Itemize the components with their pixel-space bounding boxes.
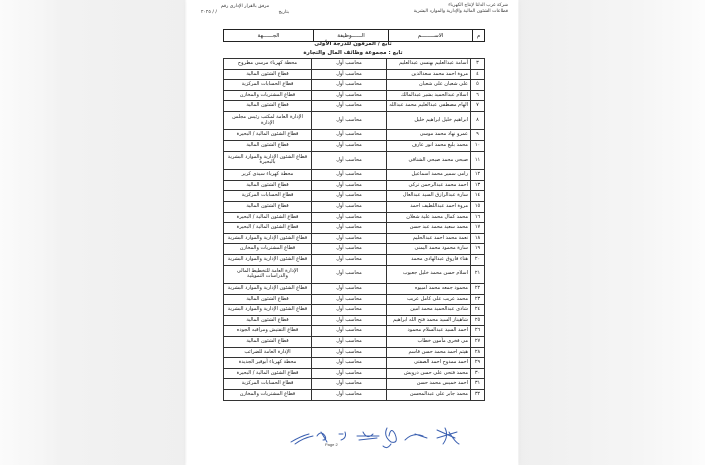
- row-department: قطاع الحسابات المركزية: [224, 80, 312, 91]
- row-position: محاسب أول: [312, 336, 387, 347]
- row-name: سارة عبدالرازق السيد عبدالعال: [387, 191, 471, 202]
- table-row: [224, 244, 485, 255]
- row-name: محمد فتحى على حسن درويش: [387, 368, 471, 379]
- row-position: محاسب أول: [312, 254, 387, 265]
- attachment-label: مرفق بالقرار الإدارى رقم: [220, 4, 270, 9]
- row-department: قطاع الشئون المالية / البحيرة: [224, 223, 312, 234]
- table-row: [224, 315, 485, 326]
- row-position: محاسب أول: [312, 326, 387, 337]
- row-department: محطة كهرباء مرسى مطروح: [224, 59, 312, 70]
- row-name: اسلام حسن محمد خليل جعبوب: [387, 265, 471, 284]
- row-department: قطاع المشتريات والمخازن: [224, 389, 312, 400]
- row-position: محاسب أول: [312, 347, 387, 358]
- row-position: محاسب أول: [312, 80, 387, 91]
- company-name: شركة غرب الدلتا لإنتاج الكهرباء: [448, 3, 508, 8]
- column-position: الــــــوظيفة: [313, 30, 388, 41]
- row-num: ١٥: [471, 201, 485, 212]
- row-department: الإدارة العامة للتخطيط المالى والدراسات التمويلية: [224, 265, 312, 284]
- row-num: ١٨: [471, 233, 485, 244]
- row-num: ٩: [471, 130, 485, 141]
- table-row: [224, 389, 485, 400]
- table-row: [224, 254, 485, 265]
- column-num: م: [472, 30, 484, 41]
- row-num: ٣: [471, 59, 485, 70]
- row-department: الإدارة العامة للضرائب: [224, 347, 312, 358]
- row-position: محاسب أول: [312, 90, 387, 101]
- table-row: [224, 284, 485, 295]
- row-name: على شعبان على شعبان: [387, 80, 471, 91]
- column-name: الاســــــــم: [388, 30, 472, 41]
- row-department: قطاع الشئون المالية: [224, 294, 312, 305]
- row-name: مروة احمد محمد سعدالدين: [387, 69, 471, 80]
- row-department: قطاع الشئون الإدارية والموارد البشرية: [224, 284, 312, 295]
- table-row: [224, 294, 485, 305]
- row-department: محطة كهرباء سيدى كرير: [224, 170, 312, 181]
- row-name: مى فخرى مأمون خطاب: [387, 336, 471, 347]
- table-row: [224, 358, 485, 369]
- row-position: محاسب أول: [312, 223, 387, 234]
- row-position: محاسب أول: [312, 191, 387, 202]
- row-name: محمد سعيد محمد عبد حسن: [387, 223, 471, 234]
- table-row: [224, 379, 485, 390]
- row-department: قطاع المشتريات والمخازن: [224, 244, 312, 255]
- row-position: محاسب أول: [312, 233, 387, 244]
- row-name: هناء فاروق عبدالهادى محمد: [387, 254, 471, 265]
- row-position: محاسب أول: [312, 389, 387, 400]
- table-row: [224, 368, 485, 379]
- row-num: ١٩: [471, 244, 485, 255]
- row-position: محاسب أول: [312, 305, 387, 316]
- row-department: قطاع الشئون الإدارية والموارد البشرية: [224, 254, 312, 265]
- row-num: ٧: [471, 101, 485, 112]
- table-row: [224, 223, 485, 234]
- row-name: صبحى محمد صبحى الشناقى: [387, 151, 471, 170]
- row-department: قطاع الشئون المالية: [224, 101, 312, 112]
- row-department: قطاع الشئون المالية: [224, 180, 312, 191]
- row-position: محاسب أول: [312, 69, 387, 80]
- row-num: ٣٢: [471, 389, 485, 400]
- row-department: قطاع الشئون المالية / البحيرة: [224, 212, 312, 223]
- row-position: محاسب أول: [312, 101, 387, 112]
- row-num: ٦: [471, 90, 485, 101]
- row-num: ٢٧: [471, 336, 485, 347]
- table-row: [224, 111, 485, 130]
- row-department: قطاع الحسابات المركزية: [224, 191, 312, 202]
- subtitle-group: تابع : مجموعة وظائف المال والتجارة: [303, 50, 403, 56]
- signatures: [287, 422, 487, 452]
- row-department: قطاع المشتريات والمخازن: [224, 90, 312, 101]
- table-row: [224, 305, 485, 316]
- row-name: الهام مصطفى عبدالعليم محمد عبدالله: [387, 101, 471, 112]
- row-department: الإدارة العامة لمكتب رئيس مجلس الإدارة: [224, 111, 312, 130]
- table-row: [224, 170, 485, 181]
- row-num: ٢٩: [471, 358, 485, 369]
- row-num: ٢٨: [471, 347, 485, 358]
- decision-reference: [195, 4, 295, 16]
- row-department: قطاع التفتيش ومراقبه الجوده: [224, 326, 312, 337]
- row-name: هيثم احمد محمد حسن قاسم: [387, 347, 471, 358]
- row-num: ٤: [471, 69, 485, 80]
- row-num: ١٤: [471, 191, 485, 202]
- row-position: محاسب أول: [312, 130, 387, 141]
- row-name: احمد السيد عبدالسلام محمود: [387, 326, 471, 337]
- row-department: قطاع الشئون الإدارية والموارد البشرية: [224, 233, 312, 244]
- table-row: [224, 180, 485, 191]
- row-position: محاسب أول: [312, 59, 387, 70]
- row-num: ٢١: [471, 265, 485, 284]
- row-num: ٢٢: [471, 284, 485, 295]
- table-row: [224, 130, 485, 141]
- row-position: محاسب أول: [312, 265, 387, 284]
- table-row: [224, 212, 485, 223]
- table-row: [224, 201, 485, 212]
- row-name: شاهيناز السيد محمد فتح الله ابراهيم: [387, 315, 471, 326]
- row-department: قطاع الشئون الإدارية والموارد البشرية بالبحيرة: [224, 151, 312, 170]
- subtitle-grade: تابع / المرقون للدرجة الأولى: [314, 41, 392, 47]
- row-position: محاسب أول: [312, 244, 387, 255]
- row-position: محاسب أول: [312, 368, 387, 379]
- table-row: [224, 90, 485, 101]
- row-name: رامى سمير محمد اسماعيل: [387, 170, 471, 181]
- row-name: محمد كمال محمد علية شعلان: [387, 212, 471, 223]
- company-header: [358, 3, 508, 15]
- row-department: قطاع الشئون المالية / البحيرة: [224, 368, 312, 379]
- row-num: ٢٠: [471, 254, 485, 265]
- table-row: [224, 141, 485, 152]
- table-row: [224, 80, 485, 91]
- table-row: [224, 336, 485, 347]
- row-department: قطاع الشئون المالية: [224, 141, 312, 152]
- row-num: ٣١: [471, 379, 485, 390]
- promotions-table: [223, 58, 485, 401]
- row-name: ابراهيم خليل ابراهيم خليل: [387, 111, 471, 130]
- row-department: قطاع الشئون المالية: [224, 69, 312, 80]
- document-page: [187, 0, 518, 465]
- company-sectors: قطاعات الشئون المالية والإدارية والموارد البشرية: [413, 9, 508, 14]
- row-name: أسامة عبدالعليم بهنسى عبدالعليم: [387, 59, 471, 70]
- row-name: شادى عبدالحميد محمد امين: [387, 305, 471, 316]
- row-name: مروة احمد عبداللطيف احمد: [387, 201, 471, 212]
- row-num: ١٢: [471, 170, 485, 181]
- row-name: محمد عريب على كامل عريب: [387, 294, 471, 305]
- row-position: محاسب أول: [312, 170, 387, 181]
- table-row: [224, 347, 485, 358]
- date-value: / / ٢٠٢٥: [201, 10, 217, 15]
- table-row: [224, 69, 485, 80]
- row-name: احمد ممدوح احمد الصفتى: [387, 358, 471, 369]
- row-department: قطاع الشئون المالية: [224, 201, 312, 212]
- table-row: [224, 191, 485, 202]
- page-number: Page 2: [325, 442, 338, 447]
- row-position: محاسب أول: [312, 294, 387, 305]
- table-row: [224, 326, 485, 337]
- row-position: محاسب أول: [312, 180, 387, 191]
- row-department: قطاع الشئون المالية / البحيرة: [224, 130, 312, 141]
- row-department: قطاع الشئون المالية: [224, 336, 312, 347]
- row-num: ٢٥: [471, 315, 485, 326]
- row-position: محاسب أول: [312, 141, 387, 152]
- row-num: ٢٤: [471, 305, 485, 316]
- table-row: [224, 233, 485, 244]
- row-position: محاسب أول: [312, 284, 387, 295]
- row-position: محاسب أول: [312, 151, 387, 170]
- table-row: [224, 265, 485, 284]
- row-num: ٣٠: [471, 368, 485, 379]
- row-department: محطة كهرباء أبوقير الجديدة: [224, 358, 312, 369]
- table-row: [224, 59, 485, 70]
- row-num: ١١: [471, 151, 485, 170]
- row-num: ١٧: [471, 223, 485, 234]
- row-name: احمد خميس محمد حسن: [387, 379, 471, 390]
- date-label: بتاريخ: [278, 10, 289, 15]
- row-department: قطاع الحسابات المركزية: [224, 379, 312, 390]
- row-name: محمد جابر على عبدالمحسن: [387, 389, 471, 400]
- row-department: قطاع الشئون الإدارية والموارد البشرية: [224, 305, 312, 316]
- row-position: محاسب أول: [312, 212, 387, 223]
- row-name: سارة محمود محمد اليمنى: [387, 244, 471, 255]
- row-num: ٥: [471, 80, 485, 91]
- row-name: نعمة محمد احمد عبدالحليم: [387, 233, 471, 244]
- row-num: ٢٣: [471, 294, 485, 305]
- row-position: محاسب أول: [312, 379, 387, 390]
- row-num: ١٠: [471, 141, 485, 152]
- row-name: محمد بليغ محمد انور عارف: [387, 141, 471, 152]
- row-name: احمد محمد عبدالرحمن تركى: [387, 180, 471, 191]
- row-num: ١٦: [471, 212, 485, 223]
- row-name: عمرو نهاد محمد موسى: [387, 130, 471, 141]
- row-position: محاسب أول: [312, 358, 387, 369]
- column-department: الجــــــهة: [257, 32, 280, 39]
- table-row: [224, 151, 485, 170]
- row-num: ٨: [471, 111, 485, 130]
- table-row: [224, 101, 485, 112]
- row-num: ١٣: [471, 180, 485, 191]
- row-department: قطاع الشئون المالية: [224, 315, 312, 326]
- row-position: محاسب أول: [312, 111, 387, 130]
- row-num: ٢٦: [471, 326, 485, 337]
- row-name: محمود جمعه محمد امبيوه: [387, 284, 471, 295]
- row-name: اسلام عبدالحميد بشير عبدالمالك: [387, 90, 471, 101]
- row-position: محاسب أول: [312, 315, 387, 326]
- row-position: محاسب أول: [312, 201, 387, 212]
